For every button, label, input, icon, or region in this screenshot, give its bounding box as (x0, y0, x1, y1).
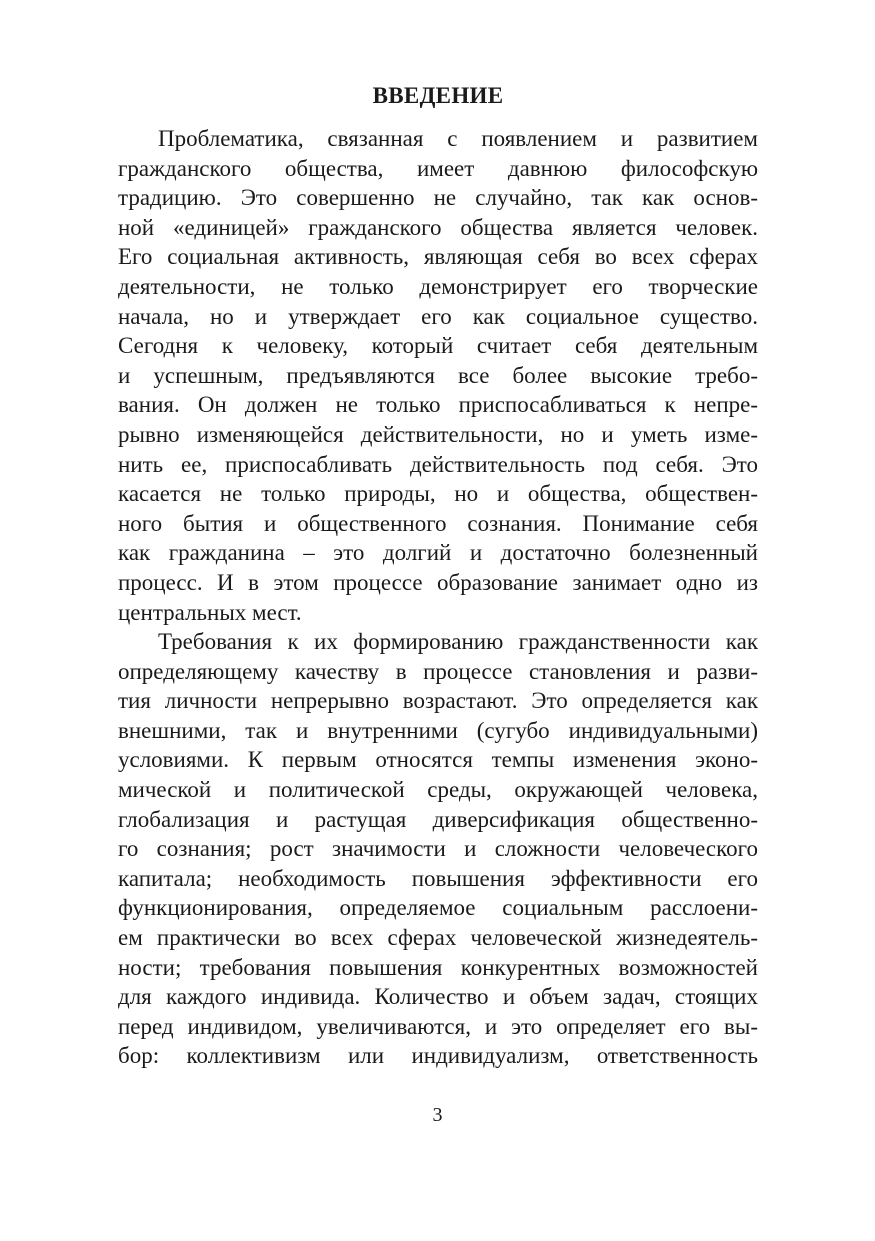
text-line: нить ее, приспосабливать действительность под себя. Это (118, 451, 758, 477)
text-line: перед индивидом, увеличиваются, и это определяет его вы- (118, 1013, 758, 1039)
text-line: го сознания; рост значимости и сложности человеческого (118, 836, 758, 862)
section-heading: ВВЕДЕНИЕ (372, 83, 504, 108)
text-line: начала, но и утверждает его как социальное существо. (118, 303, 758, 329)
text-line: бор: коллективизм или индивидуализм, ответственность (118, 1043, 758, 1069)
text-line: ного бытия и общественного сознания. Понимание себя (118, 510, 758, 536)
text-line: определяющему качеству в процессе становления и разви- (118, 658, 758, 684)
text-line: традицию. Это совершенно не случайно, так как основ- (118, 185, 758, 211)
text-line: мической и политической среды, окружающей человека, (118, 777, 758, 803)
text-line: и успешным, предъявляются все более высокие требо- (118, 362, 758, 388)
document-page (118, 80, 758, 1071)
text-line: тия личности непрерывно возрастают. Это определяется как (118, 688, 758, 714)
text-line: Его социальная активность, являющая себя во всех сферах (118, 244, 758, 270)
text-line: ности; требования повышения конкурентных возможностей (118, 954, 758, 980)
text-line: условиями. К первым относятся темпы изменения эконо- (118, 747, 758, 773)
text-line: функционирования, определяемое социальным расслоени- (118, 895, 758, 921)
text-line: рывно изменяющейся действительности, но и уметь изме- (118, 421, 758, 447)
text-line: Сегодня к человеку, который считает себя деятельным (118, 333, 758, 359)
text-line: глобализация и растущая диверсификация общественно- (118, 806, 758, 832)
text-line: ной «единицей» гражданского общества является человек. (118, 214, 758, 240)
text-line: внешними, так и внутренними (сугубо индивидуальными) (118, 717, 758, 743)
text-line: для каждого индивида. Количество и объем задач, стоящих (118, 984, 758, 1010)
text-line: как гражданина – это долгий и достаточно болезненный (118, 540, 758, 566)
text-line: ем практически во всех сферах человеческой жизнедеятель- (118, 925, 758, 951)
text-line: капитала; необходимость повышения эффективности его (118, 865, 758, 891)
paragraph-2 (118, 627, 758, 1071)
text-line: вания. Он должен не только приспосабливаться к непре- (118, 392, 758, 418)
paragraph-1 (118, 124, 758, 627)
text-line: Проблематика, связанная с появлением и развитием (158, 126, 758, 151)
page-number: 3 (432, 1104, 443, 1126)
text-line: процесс. И в этом процессе образование занимает одно из (118, 569, 758, 595)
text-line: деятельности, не только демонстрирует его творческие (118, 273, 758, 299)
text-line: гражданского общества, имеет давнюю философскую (118, 155, 758, 181)
text-line: центральных мест. (118, 599, 302, 625)
text-line: Требования к их формированию гражданственности как (158, 629, 758, 655)
text-line: касается не только природы, но и общества, обществен- (118, 481, 758, 507)
